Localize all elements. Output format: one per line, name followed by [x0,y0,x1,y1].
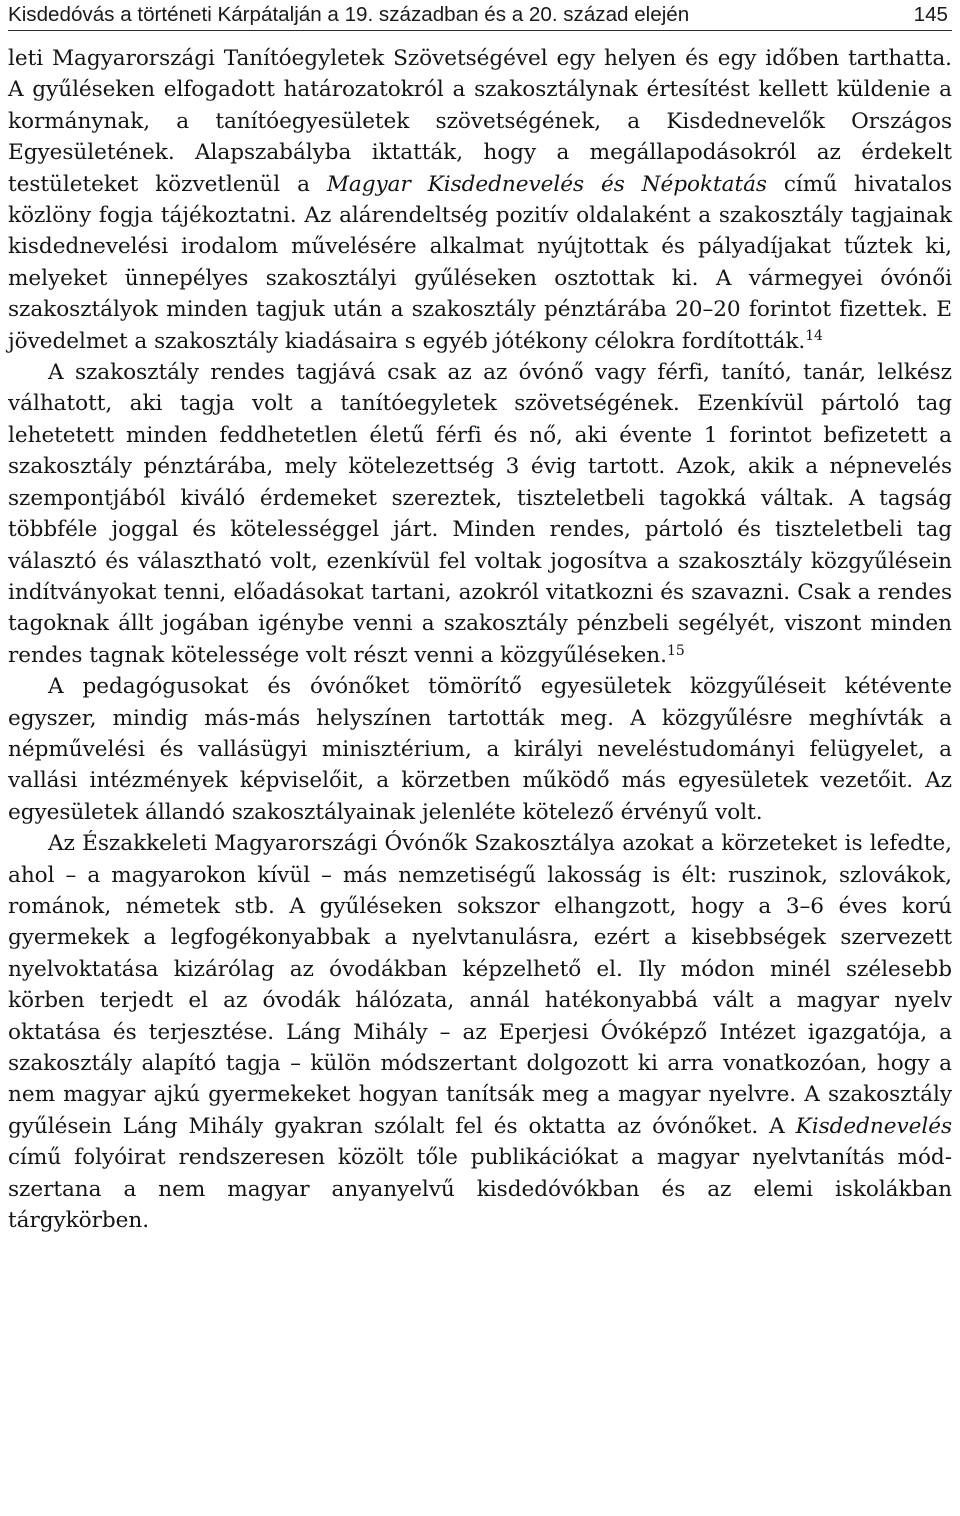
paragraph-2 [8,357,952,671]
journal-title-italic: Kisdednevelés [795,1113,952,1139]
running-header [8,0,952,31]
body-text [8,43,952,1236]
paragraph-3 [8,671,952,828]
paragraph-4-text-a: Az Északkeleti Magyarországi Óvónők Szakosztálya azokat a körzeteket is lefedte, ahol – a magyarokon kívül – más nemzetiségű lakosság is élt: ruszinok, szlovákok, románok, németek stb. A gyűléseken sokszor elhangzott, hogy a 3–6 éves korú gyermekek a legfogékonyabbak a nyelvtanulásra, ezért a kisebbségek szervezett nyelvoktatása kizárólag az óvodákban képzelhető el. Ily módon minél szélesebb körben terjedt el az óvodák hálózata, annál hatékonyabbá vált a magyar nyelv oktatása és terjesztése. Láng Mihály – az Eperjesi Óvóképző Intézet igazgatója, a szakosztály alapító tagja – külön módszertant dolgozott ki arra vonatkozóan, hogy a nem magyar ajkú gyermekeket hogyan tanítsák meg a magyar nyelvre. A szakosztály gyűlésein Láng Mihály gyakran szólalt fel és oktatta az óvónőket. A [8,831,952,1139]
paragraph-1-text-b: című hivatalos közlöny fogja tájékoztatni. Az alárendeltség pozitív oldalaként a szakosztály tagjainak kisdednevelési irodalom művelésére alkalmat nyújtottak és pályadíjakat tűztek ki, melyeket ünnepélyes szakosztályi gyűléseken osztottak ki. A vármegyei óvónői szakosztályok minden tagjuk után a szakosztály pénztárába 20–20 forintot fizettek. E jövedelmet a szakosztály kiadásaira s egyéb jótékony célokra fordították. [8,171,952,354]
publication-title-italic: Magyar Kisdednevelés és Népoktatás [326,171,767,197]
paragraph-1-text-a: leti Magyarországi Tanítóegyletek Szövetségével egy helyen és egy időben tarthatta. A gyűléseken elfogadott határozatokról a szakosztálynak értesítést kellett küldenie a kormánynak, a tanítóegyesületek szövetségének, a Kisdednevelők Országos Egyesületének. Alapszabályba iktatták, hogy a megállapodásokról az érdekelt testületeket közvetlenül a [8,46,952,197]
footnote-ref-14: 14 [805,328,823,345]
paragraph-2-text: A szakosztály rendes tagjává csak az az óvónő vagy férfi, tanító, tanár, lelkész válhatott, aki tagja volt a tanítóegyletek szövetségének. Ezenkívül pártoló tag lehetetett minden feddhetetlen életű férfi és nő, aki évente 1 forintot befizetett a szakosztály pénztárába, mely kötelezettség 3 évig tartott. Azok, akik a népnevelés szempontjából kiváló érdemeket szereztek, tiszteletbeli tagokká váltak. A tagság többféle joggal és kötelességgel járt. Minden rendes, pártoló és tiszteletbeli tag választó és választható volt, ezenkívül fel voltak jogosítva a szakosztály közgyűlésein indítványokat tenni, előadásokat tartani, azokról vitatkozni és szavazni. Csak a rendes tagoknak állt jogában igénybe venni a szakosztály pénzbeli segélyét, viszont minden rendes tagnak kötelessége volt részt venni a közgyűléseken. [8,360,952,668]
paragraph-1 [8,43,952,357]
paragraph-4 [8,828,952,1236]
page-number: 145 [913,3,948,26]
document-page [8,0,952,1236]
running-header-title: Kisdedóvás a történeti Kárpátalján a 19. században és a 20. század elején [8,3,690,26]
paragraph-3-text: A pedagógusokat és óvónőket tömörítő egyesületek közgyűléseit kétévente egyszer, mindig más-más helyszínen tartották meg. A közgyűlésre meghívták a népművelési és vallásügyi minisztérium, a királyi neveléstudományi felügyelet, a vallási intézmények képviselőit, a körzetben működő más egyesületek vezetőit. Az egyesületek állandó szakosztályainak jelenléte kötelező érvényű volt. [8,674,952,825]
footnote-ref-15: 15 [666,642,685,659]
paragraph-4-text-b: című folyóirat rendszeresen közölt tőle publikációkat a magyar nyelvtanítás módszertana a nem magyar anyanyelvű kisdedóvókban és az elemi iskolákban tárgykörben. [8,1145,952,1234]
